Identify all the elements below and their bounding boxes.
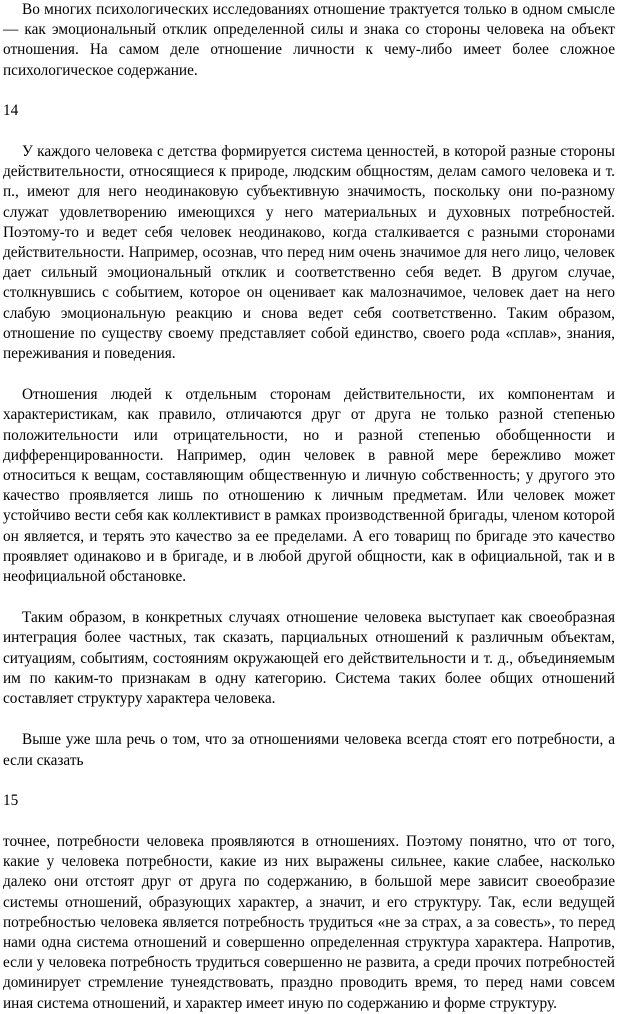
paragraph-relations-differentiation: Отношения людей к отдельным сторонам действительности, их компонентам и характеристикам, как правило, отличаются друг от друга не только разной степенью положительности или отрицательности, но и разной степенью обобщенности и дифференцированности. Например, один человек в равной мере бережливо может относиться к вещам, составляющим общественную и личную собственность; у другого это качество проявляется лишь по отношению к личным предметам. Или человек может устойчиво вести себя как коллективист в рамках производственной бригады, членом которой он является, и терять это качество за ее пределами. А его товарищ по бригаде это качество проявляет одинаково и в бригаде, и в любой другой общности, как в официальной, так и в неофициальной обстановке.	[3, 386, 615, 586]
paragraph-values-system: У каждого человека с детства формируется система ценностей, в которой разные стороны действительности, относящиеся к природе, людским общностям, делам самого человека и т. п., имеют для него неодинаковую субъективную значимость, поскольку они по-разному служат удовлетворению имеющихся у него материальных и духовных потребностей. Поэтому-то и ведет себя человек неодинаково, когда сталкивается с разными сторонами действительности. Например, осознав, что перед ним очень значимое для него лицо, человек дает сильный эмоциональный отклик и соответственно себя ведет. В другом случае, столкнувшись с событием, которое он оценивает как малозначимое, человек дает на него слабую эмоциональную реакцию и снова ведет себя соответственно. Таким образом, отношение по существу своему представляет собой единство, своего рода «сплав», знания, переживания и поведения.	[3, 143, 615, 363]
paragraph-needs-continuation: точнее, потребности человека проявляются в отношениях. Поэтому понятно, что от того, какие у человека потребности, какие из них выражены сильнее, какие слабее, насколько далеко они отстоят друг от друга по содержанию, в большой мере зависит своеобразие системы отношений, образующих характер, а значит, и его структуру. Так, если ведущей потребностью человека является потребность трудиться «не за страх, а за совесть», то перед нами одна система отношений и совершенно определенная структура характера. Напротив, если у человека потребность трудиться совершенно не развита, а среди прочих потребностей доминирует стремление тунеядствовать, праздно проводить время, то перед нами совсем иная система отношений, и характер имеет иную по содержанию и форме структуру.	[3, 832, 615, 1012]
paragraph-character-structure: Таким образом, в конкретных случаях отношение человека выступает как своеобразная интеграция более частных, так сказать, парциальных отношений к различным объектам, ситуациям, событиям, состояниям окружающей его действительности и т. д., объединяемым им по каким-то признакам в одну категорию. Система таких более общих отношений составляет структуру характера человека.	[3, 609, 615, 708]
page-number-15: 15	[3, 791, 19, 809]
paragraph-intro: Во многих психологических исследованиях отношение трактуется только в одном смысле — как эмоциональный отклик определенной силы и знака со стороны человека на объект отношения. На самом деле отношение личности к чему-либо имеет более сложное психологическое содержание.	[3, 1, 615, 79]
page-number-14: 14	[3, 101, 19, 119]
paragraph-needs-intro: Выше уже шла речь о том, что за отношениями человека всегда стоят его потребности, а если сказать	[3, 731, 615, 769]
